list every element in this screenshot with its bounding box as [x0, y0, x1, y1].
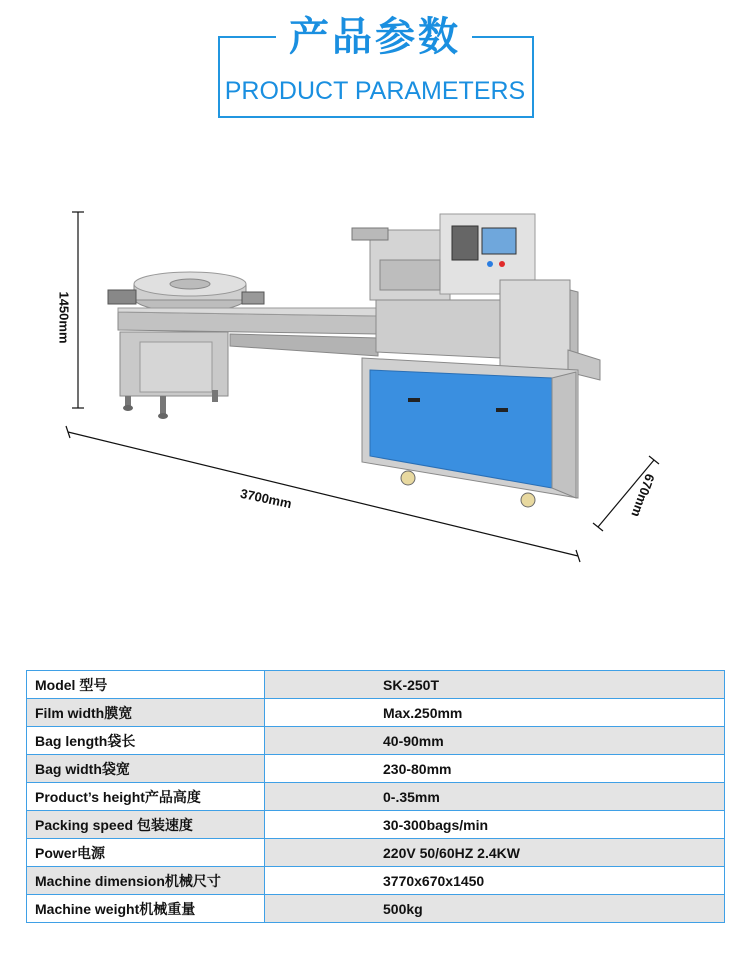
height-dimension-label: 1450mm: [56, 291, 72, 344]
param-value: SK-250T: [265, 671, 725, 699]
param-value: 230-80mm: [265, 755, 725, 783]
param-label: Machine dimension机械尺寸: [27, 867, 265, 895]
param-value: 30-300bags/min: [265, 811, 725, 839]
param-label: Bag width袋宽: [27, 755, 265, 783]
parameters-table: [26, 670, 725, 923]
table-row: [27, 811, 725, 839]
table-row: [27, 755, 725, 783]
main-body: [352, 214, 600, 380]
feeder-plate: [108, 272, 264, 312]
param-label: Power电源: [27, 839, 265, 867]
table-row: [27, 783, 725, 811]
table-row: [27, 839, 725, 867]
param-value: 500kg: [265, 895, 725, 923]
param-value: 0-.35mm: [265, 783, 725, 811]
param-value: 40-90mm: [265, 727, 725, 755]
width-dimension-label: 670mm: [628, 471, 658, 520]
table-row: [27, 671, 725, 699]
page-title-en: PRODUCT PARAMETERS: [224, 77, 526, 105]
param-value: 220V 50/60HZ 2.4KW: [265, 839, 725, 867]
param-label: Model 型号: [27, 671, 265, 699]
length-dimension-label: 3700mm: [239, 485, 294, 512]
param-label: Machine weight机械重量: [27, 895, 265, 923]
param-value: 3770x670x1450: [265, 867, 725, 895]
param-label: Bag length袋长: [27, 727, 265, 755]
table-row: [27, 727, 725, 755]
blue-cabinet: [362, 358, 578, 507]
feeder-base: [120, 332, 228, 419]
param-label: Packing speed 包装速度: [27, 811, 265, 839]
table-row: [27, 895, 725, 923]
param-value: Max.250mm: [265, 699, 725, 727]
param-label: Film width膜宽: [27, 699, 265, 727]
table-row: [27, 867, 725, 895]
param-label: Product’s height产品高度: [27, 783, 265, 811]
height-dimension-line: [72, 212, 84, 408]
page-title-cn: 产品参数: [289, 14, 461, 60]
table-row: [27, 699, 725, 727]
